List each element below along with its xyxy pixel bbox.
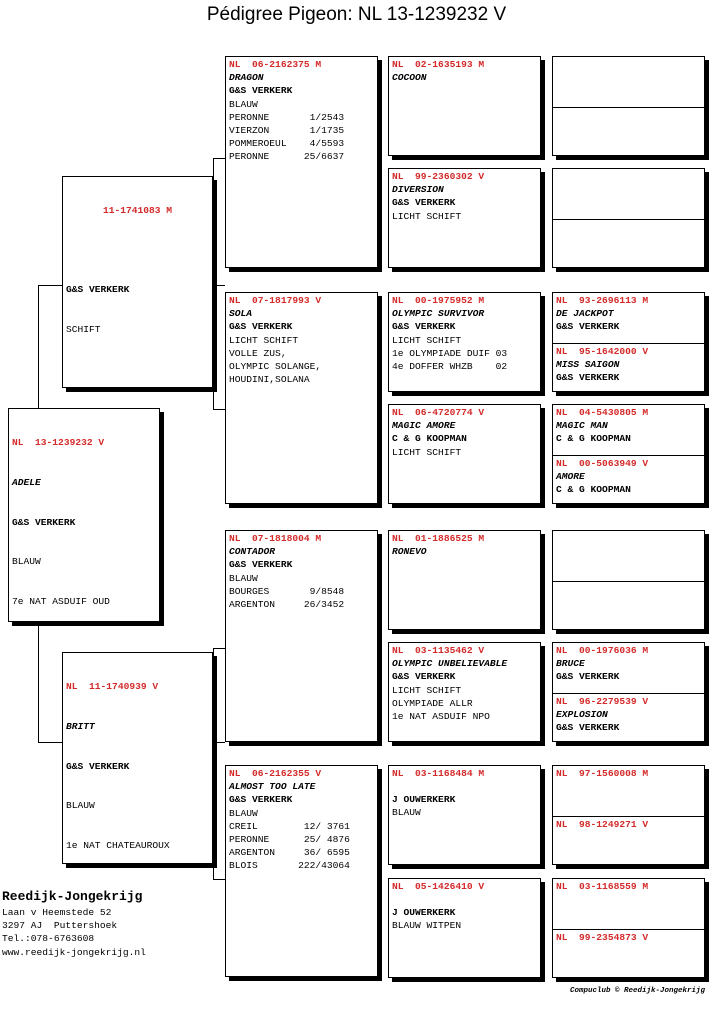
ancestor-bottom-half[interactable] [553, 455, 704, 504]
ancestor-bottom-half[interactable] [553, 107, 704, 156]
info-line: 1e NAT ASDUIF NPO [392, 711, 490, 723]
pigeon-name: BRUCE [556, 658, 585, 670]
subject-pigeon-card[interactable] [8, 408, 160, 622]
pigeon-name: DE JACKPOT [556, 308, 614, 320]
ring-number: 11-1741083 M [102, 205, 173, 217]
breeder-website-link[interactable]: www.reedijk-jongekrijg.nl [2, 946, 146, 958]
ancestor-bottom-half[interactable] [553, 693, 704, 742]
great-great-grandparent-pair-card[interactable] [552, 168, 705, 268]
ring-number: NL 11-1740939 V [66, 681, 159, 693]
great-grandparent-pigeon-card[interactable] [388, 292, 541, 392]
info-line: OLYMPIADE ALLR [392, 697, 473, 709]
grandparent-pigeon-card[interactable] [225, 292, 378, 504]
breeder-name: G&S VERKERK [556, 372, 620, 384]
pigeon-name: DIVERSION [392, 184, 444, 196]
breeder-name: G&S VERKERK [229, 794, 293, 806]
info-line: BLAUW [229, 572, 258, 584]
ancestor-top-half[interactable] [553, 405, 704, 454]
grandparent-pigeon-card[interactable] [225, 56, 378, 268]
grandparent-pigeon-card[interactable] [225, 765, 378, 977]
great-grandparent-pigeon-card[interactable] [388, 404, 541, 504]
breeder-contact-block [2, 888, 146, 959]
ancestor-top-half[interactable] [553, 169, 704, 218]
ancestor-top-half[interactable] [553, 879, 704, 928]
pigeon-name: MISS SAIGON [556, 359, 620, 371]
ancestor-top-half[interactable] [553, 643, 704, 692]
connector-father-mid [213, 285, 225, 286]
pigeon-name: ADELE [12, 477, 41, 489]
ring-number: NL 07-1817993 V [229, 295, 322, 306]
info-line: LICHT SCHIFT [392, 446, 462, 458]
breeder-name: G&S VERKERK [556, 722, 620, 734]
ring-number: NL 05-1426410 V [392, 881, 485, 892]
footer-credit: Compuclub © Reedijk-Jongekrijg [569, 987, 705, 995]
info-line: BOURGES 9/8548 [229, 585, 345, 597]
pigeon-name: ALMOST TOO LATE [229, 781, 316, 793]
ring-number: NL 96-2279539 V [556, 696, 649, 707]
breeder-name: C & G KOOPMAN [392, 433, 467, 445]
pigeon-name: OLYMPIC UNBELIEVABLE [392, 658, 508, 670]
page-title: Pédigree Pigeon: NL 13-1239232 V [206, 4, 507, 25]
great-great-grandparent-pair-card[interactable] [552, 642, 705, 742]
pigeon-name: COCOON [392, 72, 427, 84]
info-line: LICHT SCHIFT [392, 210, 462, 222]
breeder-name: G&S VERKERK [229, 559, 293, 571]
ring-number: NL 99-2360302 V [392, 171, 485, 182]
great-great-grandparent-pair-card[interactable] [552, 292, 705, 392]
breeder-name: G&S VERKERK [392, 197, 456, 209]
info-line: 1e NAT CHATEAUROUX [66, 839, 170, 851]
ancestor-bottom-half[interactable] [553, 581, 704, 630]
pigeon-name: EXPLOSION [556, 709, 608, 721]
great-grandparent-pigeon-card[interactable] [388, 878, 541, 978]
ancestor-top-half[interactable] [553, 57, 704, 106]
info-line: 1e OLYMPIADE DUIF 03 [392, 347, 508, 359]
info-line: LICHT SCHIFT [392, 334, 462, 346]
ancestor-bottom-half[interactable] [553, 816, 704, 865]
breeder-name: J OUWERKERK [392, 907, 456, 919]
great-grandparent-pigeon-card[interactable] [388, 765, 541, 865]
ancestor-bottom-half[interactable] [553, 343, 704, 392]
breeder-address-line: 3297 AJ Puttershoek [2, 920, 118, 932]
mother-pigeon-card[interactable] [62, 652, 213, 864]
ring-number: NL 97-1560008 M [556, 768, 649, 779]
ring-number: NL 02-1635193 M [392, 59, 485, 70]
great-great-grandparent-pair-card[interactable] [552, 56, 705, 156]
info-line: ARGENTON 36/ 6595 [229, 847, 350, 859]
connector-subject-mother [38, 620, 64, 743]
ring-number: NL 93-2696113 M [556, 295, 649, 306]
info-line: CREIL 12/ 3761 [229, 820, 350, 832]
pigeon-name: MAGIC MAN [556, 420, 608, 432]
info-line: BLAUW [12, 556, 41, 568]
ring-number: NL 98-1249271 V [556, 819, 649, 830]
breeder-name: G&S VERKERK [66, 284, 130, 296]
info-line: LICHT SCHIFT [229, 334, 299, 346]
info-line: SCHIFT [66, 324, 101, 336]
ring-number: NL 13-1239232 V [12, 437, 105, 449]
info-line: POMMEROEUL 4/5593 [229, 138, 345, 150]
pigeon-name: CONTADOR [229, 546, 276, 558]
info-line: BLAUW [392, 807, 421, 819]
ring-number: NL 06-2162375 M [229, 59, 322, 70]
ring-number: NL 00-5063949 V [556, 458, 649, 469]
breeder-name: G&S VERKERK [392, 671, 456, 683]
ancestor-top-half[interactable] [553, 293, 704, 342]
ring-number: NL 07-1818004 M [229, 533, 322, 544]
breeder-name: J OUWERKERK [392, 794, 456, 806]
info-line: 7e NAT ASDUIF OUD [12, 595, 110, 607]
ancestor-bottom-half[interactable] [553, 219, 704, 268]
info-line: 4e DOFFER WHZB 02 [392, 361, 508, 373]
ring-number: NL 04-5430805 M [556, 407, 649, 418]
breeder-name: G&S VERKERK [556, 321, 620, 333]
breeder-name: G&S VERKERK [392, 321, 456, 333]
pigeon-name: DRAGON [229, 72, 264, 84]
info-line: LICHT SCHIFT [392, 684, 462, 696]
great-grandparent-pigeon-card[interactable] [388, 530, 541, 630]
info-line: PERONNE 1/2543 [229, 111, 345, 123]
breeder-name: G&S VERKERK [12, 516, 76, 528]
great-great-grandparent-pair-card[interactable] [552, 404, 705, 504]
info-line: PERONNE 25/6637 [229, 151, 345, 163]
pigeon-name: OLYMPIC SURVIVOR [392, 308, 485, 320]
pigeon-name: SOLA [229, 308, 253, 320]
info-line: VIERZON 1/1735 [229, 125, 345, 137]
breeder-name: C & G KOOPMAN [556, 484, 631, 496]
breeder-name: G&S VERKERK [229, 85, 293, 97]
great-great-grandparent-pair-card[interactable] [552, 530, 705, 630]
great-grandparent-pigeon-card[interactable] [388, 642, 541, 742]
ring-number: NL 03-1135462 V [392, 645, 485, 656]
info-line: BLAUW [229, 807, 258, 819]
great-great-grandparent-pair-card[interactable] [552, 878, 705, 978]
info-line: HOUDINI,SOLANA [229, 374, 310, 386]
info-line: BLAUW WITPEN [392, 920, 462, 932]
info-line: ARGENTON 26/3452 [229, 599, 345, 611]
pigeon-name: RONEVO [392, 546, 427, 558]
ring-number: NL 03-1168559 M [556, 881, 649, 892]
info-line: BLAUW [66, 800, 95, 812]
pigeon-name: BRITT [66, 721, 95, 733]
great-grandparent-pigeon-card[interactable] [388, 168, 541, 268]
info-line: PERONNE 25/ 4876 [229, 834, 350, 846]
breeder-name: G&S VERKERK [229, 321, 293, 333]
breeder-name: G&S VERKERK [556, 671, 620, 683]
ancestor-top-half[interactable] [553, 531, 704, 580]
breeder-phone: Tel.:078-6763608 [2, 933, 95, 945]
ancestor-top-half[interactable] [553, 766, 704, 815]
ring-number: NL 99-2354873 V [556, 932, 649, 943]
ring-number: NL 00-1976036 M [556, 645, 649, 656]
grandparent-pigeon-card[interactable] [225, 530, 378, 742]
breeder-loft-name: Reedijk-Jongekrijg [2, 889, 143, 904]
ring-number: NL 95-1642000 V [556, 346, 649, 357]
breeder-name: G&S VERKERK [66, 760, 130, 772]
info-line: BLOIS 222/43064 [229, 860, 350, 872]
ring-number: NL 03-1168484 M [392, 768, 485, 779]
info-line: OLYMPIC SOLANGE, [229, 361, 322, 373]
father-pigeon-card[interactable] [62, 176, 213, 388]
pigeon-name: MAGIC AMORE [392, 420, 456, 432]
connector-mother-mid [213, 742, 225, 743]
ring-number: NL 00-1975952 M [392, 295, 485, 306]
breeder-name: C & G KOOPMAN [556, 433, 631, 445]
connector-subject-parents [38, 285, 64, 411]
info-line: BLAUW [229, 98, 258, 110]
ring-number: NL 06-4720774 V [392, 407, 485, 418]
great-grandparent-pigeon-card[interactable] [388, 56, 541, 156]
pigeon-name: AMORE [556, 471, 585, 483]
info-line: VOLLE ZUS, [229, 347, 287, 359]
breeder-address-line: Laan v Heemstede 52 [2, 907, 112, 918]
ring-number: NL 06-2162355 V [229, 768, 322, 779]
great-great-grandparent-pair-card[interactable] [552, 765, 705, 865]
ring-number: NL 01-1886525 M [392, 533, 485, 544]
ancestor-bottom-half[interactable] [553, 929, 704, 978]
